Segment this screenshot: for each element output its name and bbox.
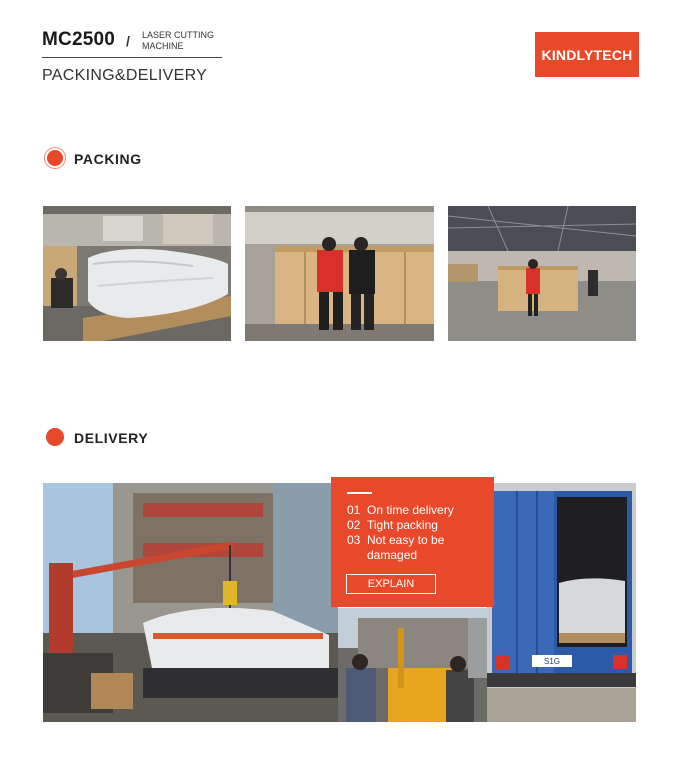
feature-number: 02 [347,518,361,532]
product-subtitle [142,30,232,52]
delivery-feature-item [347,518,492,533]
delivery-feature-item [347,503,492,518]
delivery-heading: DELIVERY [74,430,149,446]
page-title: PACKING&DELIVERY [42,67,208,84]
delivery-photo-truck [487,483,636,722]
feature-number: 01 [347,503,361,517]
delivery-photo-crane [43,483,338,722]
packing-heading: PACKING [74,151,142,167]
subtitle-line-1: LASER CUTTING [142,30,215,40]
feature-text: On time delivery [367,503,454,517]
feature-number: 03 [347,533,361,547]
svg-text:S1G: S1G [543,657,561,666]
packing-photo-2 [245,206,434,341]
packing-photo-1 [43,206,231,341]
subtitle-line-2: MACHINE [142,41,184,51]
explain-button[interactable]: EXPLAIN [346,574,436,594]
feature-text: Not easy to be damaged [367,533,445,562]
delivery-bullet-icon [44,426,66,448]
packing-bullet-icon [44,147,66,169]
packing-photo-3 [448,206,636,341]
model-separator: / [126,33,130,49]
delivery-photo-forklift [338,608,487,722]
delivery-feature-item [347,533,492,563]
feature-text: Tight packing [367,518,438,532]
panel-accent-line [347,492,372,494]
brand-logo: KINDLYTECH [535,32,639,77]
delivery-feature-list [347,503,492,563]
header-divider [42,57,222,58]
model-name: MC2500 [42,29,116,50]
